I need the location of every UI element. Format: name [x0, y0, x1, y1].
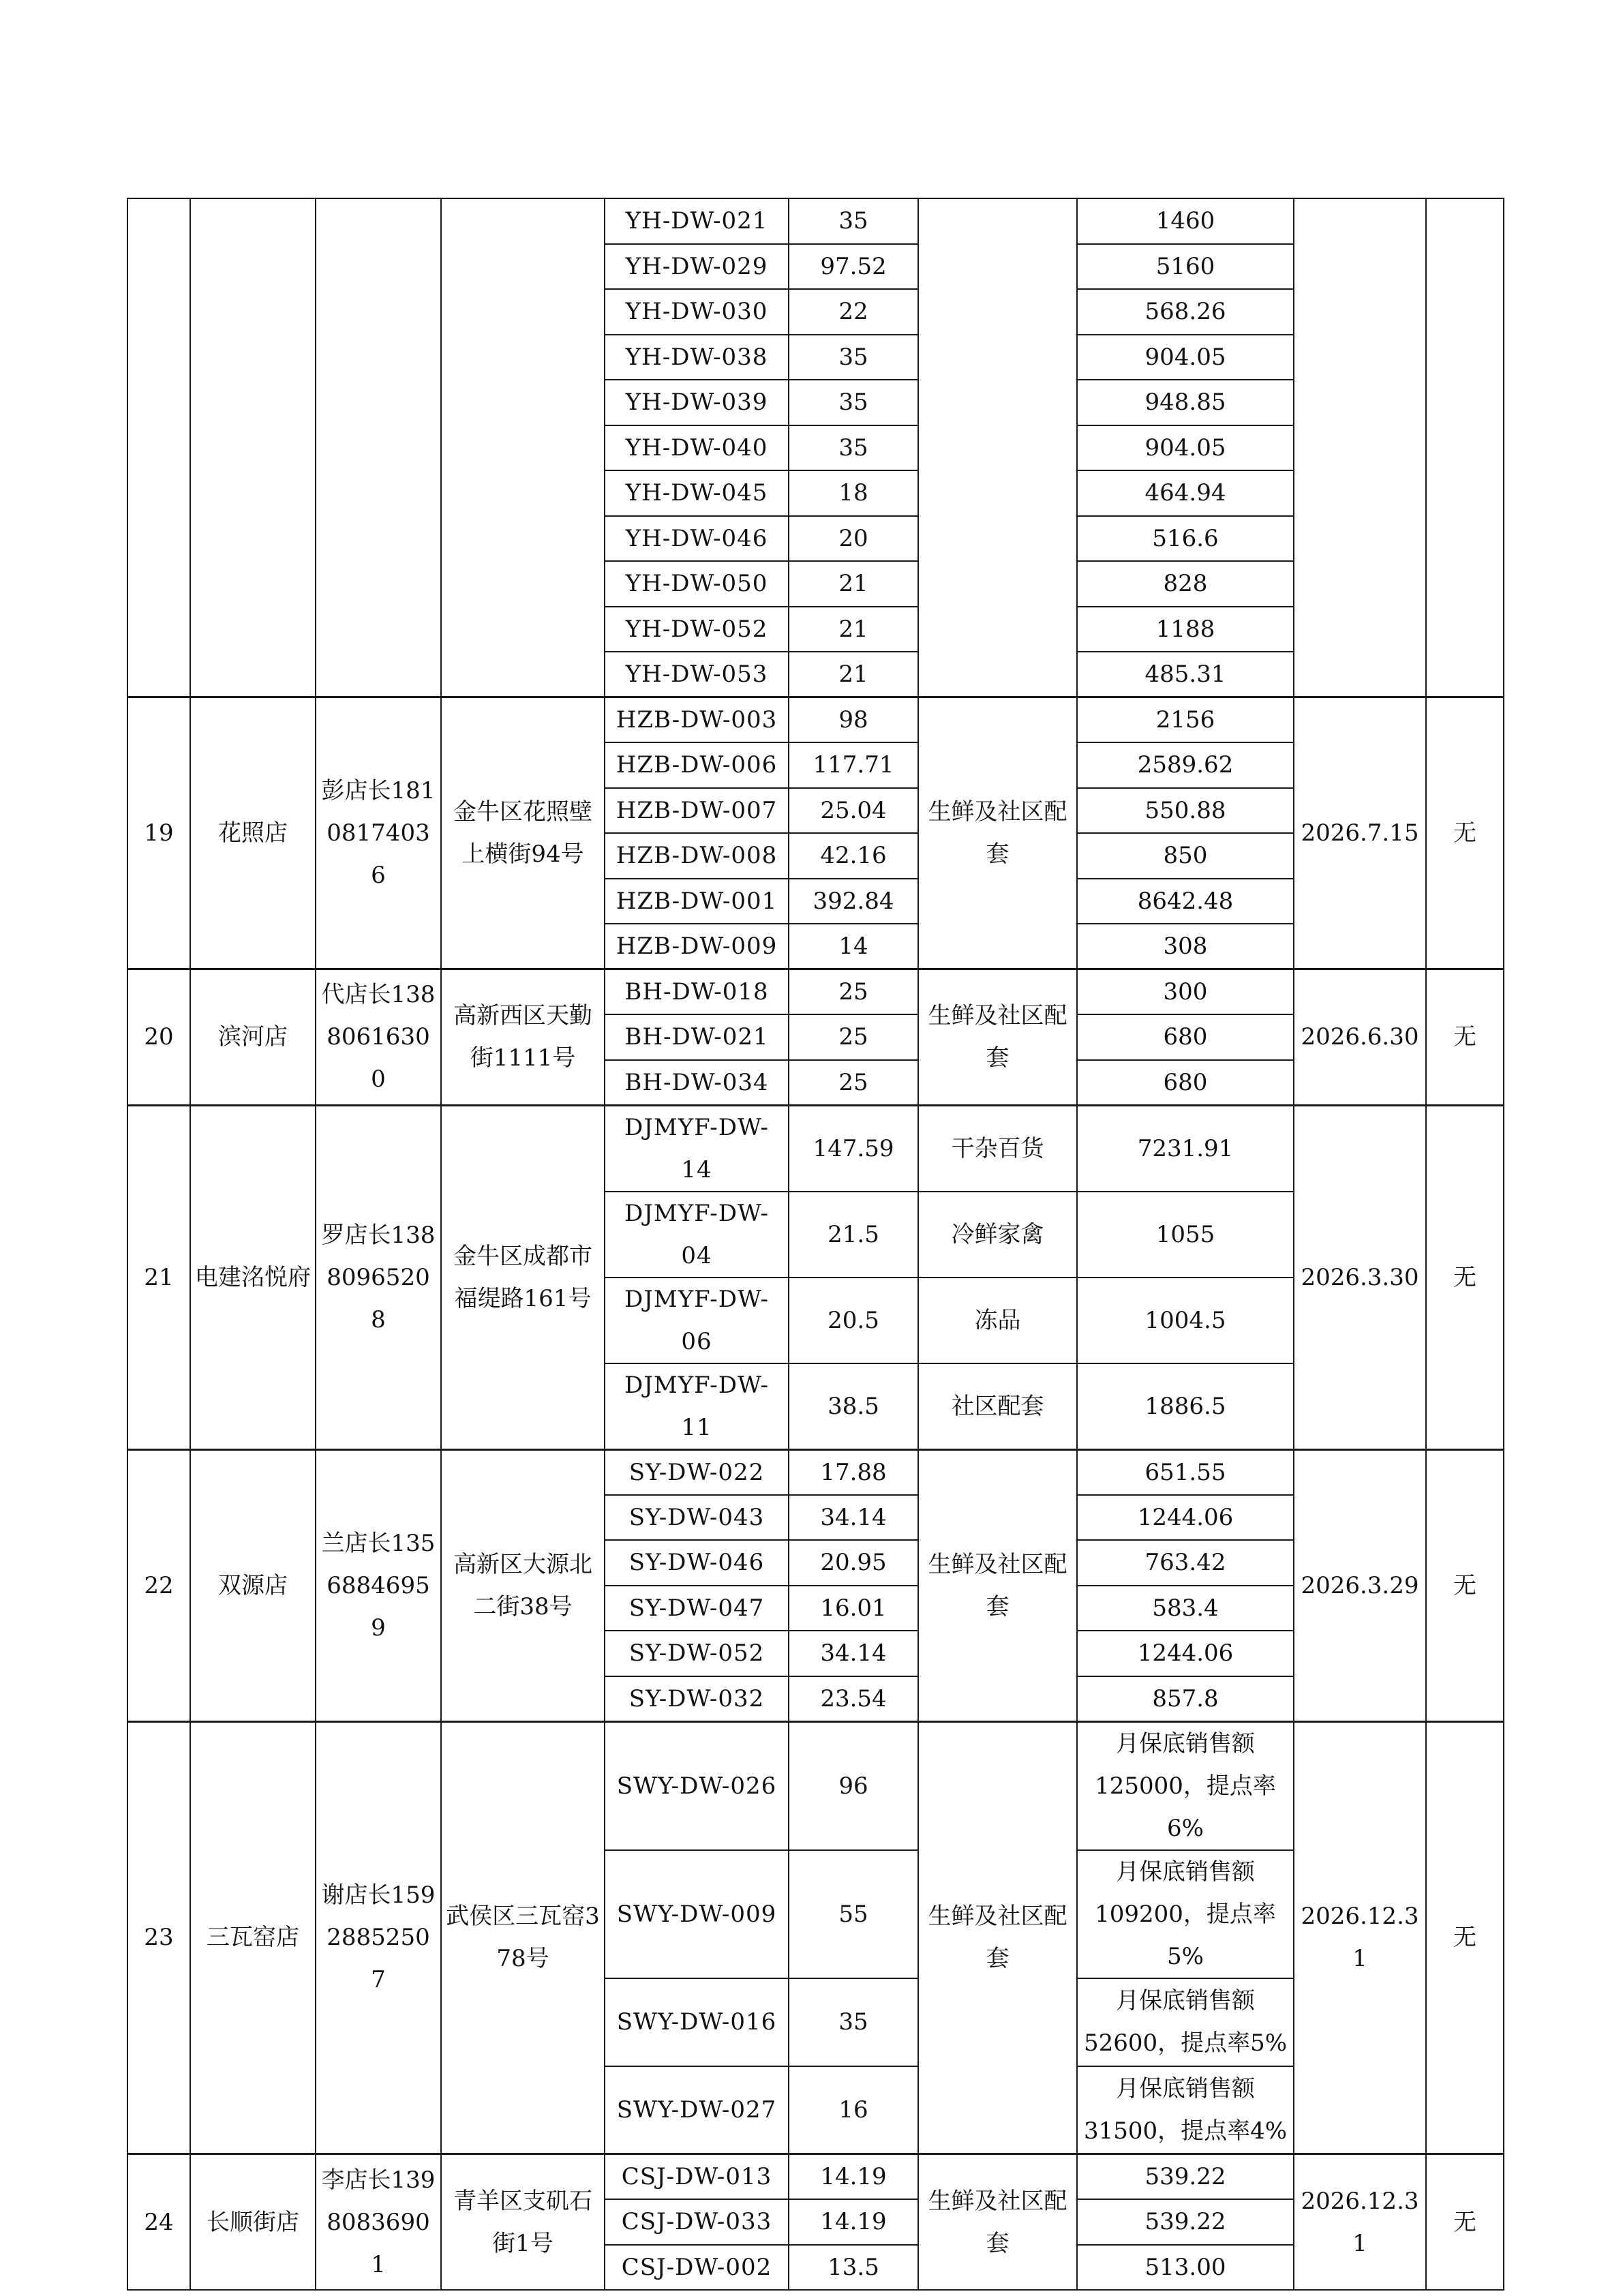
unit-area: 16.01 — [789, 1586, 918, 1631]
store-address: 青羊区支矶石街1号 — [441, 2154, 605, 2291]
unit-area: 35 — [789, 1978, 918, 2066]
unit-code: YH-DW-021 — [605, 198, 789, 244]
unit-rent: 308 — [1077, 924, 1294, 969]
unit-code: YH-DW-053 — [605, 652, 789, 697]
unit-area: 22 — [789, 289, 918, 335]
unit-rent: 5160 — [1077, 244, 1294, 290]
unit-code: HZB-DW-008 — [605, 833, 789, 879]
unit-rent: 7231.91 — [1077, 1105, 1294, 1192]
store-remark: 无 — [1426, 969, 1504, 1106]
store-contact: 罗店长13880965208 — [316, 1105, 441, 1449]
table-row — [127, 1721, 1504, 1850]
table-row — [127, 1449, 1504, 1495]
unit-rent: 月保底销售额31500，提点率4% — [1077, 2066, 1294, 2154]
unit-code: BH-DW-034 — [605, 1060, 789, 1106]
unit-rent: 1244.06 — [1077, 1631, 1294, 1676]
unit-area: 38.5 — [789, 1363, 918, 1450]
unit-rent: 1244.06 — [1077, 1495, 1294, 1541]
store-date: 2026.6.30 — [1294, 969, 1426, 1106]
cont-category-cell — [918, 198, 1077, 697]
unit-area: 392.84 — [789, 879, 918, 924]
store-contact: 李店长13980836901 — [316, 2154, 441, 2291]
store-category: 生鲜及社区配套 — [918, 1449, 1077, 1721]
unit-code: HZB-DW-006 — [605, 742, 789, 788]
unit-code: BH-DW-021 — [605, 1014, 789, 1060]
unit-rent: 1188 — [1077, 607, 1294, 652]
unit-area: 98 — [789, 697, 918, 743]
cont-remark-cell — [1426, 198, 1504, 697]
unit-area: 16 — [789, 2066, 918, 2154]
unit-area: 21 — [789, 652, 918, 697]
unit-rent: 1055 — [1077, 1192, 1294, 1278]
store-date: 2026.7.15 — [1294, 697, 1426, 969]
unit-code: SY-DW-032 — [605, 1676, 789, 1722]
store-lease-table — [127, 198, 1504, 2291]
store-contact: 代店长13880616300 — [316, 969, 441, 1106]
store-name: 双源店 — [190, 1449, 316, 1721]
store-no: 20 — [127, 969, 190, 1106]
store-remark: 无 — [1426, 1721, 1504, 2154]
store-address: 武侯区三瓦窑378号 — [441, 1721, 605, 2154]
unit-rent: 948.85 — [1077, 380, 1294, 425]
store-address: 金牛区花照壁上横街94号 — [441, 697, 605, 969]
unit-area: 18 — [789, 470, 918, 516]
unit-code: HZB-DW-001 — [605, 879, 789, 924]
unit-area: 147.59 — [789, 1105, 918, 1192]
unit-rent: 1460 — [1077, 198, 1294, 244]
unit-code: SY-DW-052 — [605, 1631, 789, 1676]
unit-code: SY-DW-043 — [605, 1495, 789, 1541]
unit-area: 96 — [789, 1721, 918, 1850]
store-address: 金牛区成都市福缇路161号 — [441, 1105, 605, 1449]
store-name: 电建洺悦府 — [190, 1105, 316, 1449]
unit-area: 35 — [789, 425, 918, 471]
unit-rent: 583.4 — [1077, 1586, 1294, 1631]
store-category: 生鲜及社区配套 — [918, 969, 1077, 1106]
table-row — [127, 1105, 1504, 1192]
store-remark: 无 — [1426, 2154, 1504, 2291]
store-no: 22 — [127, 1449, 190, 1721]
unit-code: SWY-DW-009 — [605, 1850, 789, 1978]
unit-area: 21 — [789, 561, 918, 607]
unit-category: 干杂百货 — [918, 1105, 1077, 1192]
unit-code: CSJ-DW-013 — [605, 2154, 789, 2200]
store-category: 生鲜及社区配套 — [918, 2154, 1077, 2291]
unit-rent: 1886.5 — [1077, 1363, 1294, 1450]
unit-rent: 857.8 — [1077, 1676, 1294, 1722]
cont-address-cell — [441, 198, 605, 697]
store-address: 高新区大源北二街38号 — [441, 1449, 605, 1721]
store-category: 生鲜及社区配套 — [918, 697, 1077, 969]
unit-area: 25 — [789, 1014, 918, 1060]
unit-rent: 485.31 — [1077, 652, 1294, 697]
unit-rent: 850 — [1077, 833, 1294, 879]
unit-code: SWY-DW-026 — [605, 1721, 789, 1850]
unit-rent: 1004.5 — [1077, 1278, 1294, 1363]
unit-rent: 680 — [1077, 1014, 1294, 1060]
unit-rent: 539.22 — [1077, 2154, 1294, 2200]
unit-rent: 月保底销售额125000，提点率6% — [1077, 1721, 1294, 1850]
unit-rent: 月保底销售额52600，提点率5% — [1077, 1978, 1294, 2066]
unit-area: 20.5 — [789, 1278, 918, 1363]
store-name: 长顺街店 — [190, 2154, 316, 2291]
table-row — [127, 2154, 1504, 2200]
unit-rent: 904.05 — [1077, 425, 1294, 471]
unit-area: 14.19 — [789, 2199, 918, 2245]
unit-area: 35 — [789, 198, 918, 244]
unit-category: 冷鲜家禽 — [918, 1192, 1077, 1278]
unit-rent: 513.00 — [1077, 2245, 1294, 2291]
store-date: 2026.3.29 — [1294, 1449, 1426, 1721]
unit-area: 20.95 — [789, 1540, 918, 1586]
table-row — [127, 969, 1504, 1015]
unit-area: 23.54 — [789, 1676, 918, 1722]
store-name: 滨河店 — [190, 969, 316, 1106]
store-no: 23 — [127, 1721, 190, 2154]
unit-code: SWY-DW-027 — [605, 2066, 789, 2154]
unit-code: DJMYF-DW-11 — [605, 1363, 789, 1450]
unit-area: 25 — [789, 1060, 918, 1106]
store-no: 24 — [127, 2154, 190, 2291]
unit-area: 34.14 — [789, 1631, 918, 1676]
unit-area: 17.88 — [789, 1449, 918, 1495]
unit-code: YH-DW-030 — [605, 289, 789, 335]
unit-area: 14 — [789, 924, 918, 969]
unit-area: 42.16 — [789, 833, 918, 879]
unit-rent: 550.88 — [1077, 788, 1294, 834]
store-no: 21 — [127, 1105, 190, 1449]
unit-code: YH-DW-052 — [605, 607, 789, 652]
unit-area: 97.52 — [789, 244, 918, 290]
unit-code: YH-DW-038 — [605, 335, 789, 380]
unit-code: CSJ-DW-002 — [605, 2245, 789, 2291]
unit-code: YH-DW-039 — [605, 380, 789, 425]
unit-code: DJMYF-DW-06 — [605, 1278, 789, 1363]
unit-rent: 464.94 — [1077, 470, 1294, 516]
unit-code: SY-DW-047 — [605, 1586, 789, 1631]
table-row — [127, 697, 1504, 743]
unit-code: BH-DW-018 — [605, 969, 789, 1015]
unit-category: 冻品 — [918, 1278, 1077, 1363]
unit-code: YH-DW-045 — [605, 470, 789, 516]
unit-area: 35 — [789, 380, 918, 425]
unit-area: 14.19 — [789, 2154, 918, 2200]
unit-rent: 904.05 — [1077, 335, 1294, 380]
unit-area: 21.5 — [789, 1192, 918, 1278]
unit-rent: 763.42 — [1077, 1540, 1294, 1586]
unit-rent: 2156 — [1077, 697, 1294, 743]
store-date: 2026.12.31 — [1294, 1721, 1426, 2154]
unit-rent: 828 — [1077, 561, 1294, 607]
unit-category: 社区配套 — [918, 1363, 1077, 1450]
store-category: 生鲜及社区配套 — [918, 1721, 1077, 2154]
unit-rent: 月保底销售额109200，提点率5% — [1077, 1850, 1294, 1978]
unit-rent: 516.6 — [1077, 516, 1294, 562]
unit-rent: 651.55 — [1077, 1449, 1294, 1495]
unit-code: YH-DW-050 — [605, 561, 789, 607]
store-contact: 彭店长18108174036 — [316, 697, 441, 969]
store-no: 19 — [127, 697, 190, 969]
store-contact: 谢店长15928852507 — [316, 1721, 441, 2154]
unit-area: 20 — [789, 516, 918, 562]
unit-code: SWY-DW-016 — [605, 1978, 789, 2066]
unit-code: DJMYF-DW-04 — [605, 1192, 789, 1278]
cont-contact-cell — [316, 198, 441, 697]
unit-area: 35 — [789, 335, 918, 380]
unit-area: 21 — [789, 607, 918, 652]
table-row — [127, 198, 1504, 244]
cont-name-cell — [190, 198, 316, 697]
unit-area: 55 — [789, 1850, 918, 1978]
unit-rent: 8642.48 — [1077, 879, 1294, 924]
unit-code: HZB-DW-009 — [605, 924, 789, 969]
unit-rent: 2589.62 — [1077, 742, 1294, 788]
unit-area: 13.5 — [789, 2245, 918, 2291]
store-remark: 无 — [1426, 697, 1504, 969]
unit-code: DJMYF-DW-14 — [605, 1105, 789, 1192]
unit-rent: 300 — [1077, 969, 1294, 1015]
unit-code: SY-DW-046 — [605, 1540, 789, 1586]
store-date: 2026.12.31 — [1294, 2154, 1426, 2291]
store-date: 2026.3.30 — [1294, 1105, 1426, 1449]
unit-code: YH-DW-029 — [605, 244, 789, 290]
unit-area: 34.14 — [789, 1495, 918, 1541]
unit-code: HZB-DW-007 — [605, 788, 789, 834]
unit-code: HZB-DW-003 — [605, 697, 789, 743]
unit-code: YH-DW-046 — [605, 516, 789, 562]
unit-rent: 539.22 — [1077, 2199, 1294, 2245]
unit-area: 25 — [789, 969, 918, 1015]
store-name: 花照店 — [190, 697, 316, 969]
store-contact: 兰店长13568846959 — [316, 1449, 441, 1721]
unit-area: 25.04 — [789, 788, 918, 834]
unit-code: SY-DW-022 — [605, 1449, 789, 1495]
store-remark: 无 — [1426, 1449, 1504, 1721]
store-address: 高新西区天勤街1111号 — [441, 969, 605, 1106]
store-remark: 无 — [1426, 1105, 1504, 1449]
unit-code: CSJ-DW-033 — [605, 2199, 789, 2245]
cont-date-cell — [1294, 198, 1426, 697]
unit-rent: 568.26 — [1077, 289, 1294, 335]
cont-no-cell — [127, 198, 190, 697]
unit-area: 117.71 — [789, 742, 918, 788]
unit-rent: 680 — [1077, 1060, 1294, 1106]
unit-code: YH-DW-040 — [605, 425, 789, 471]
store-name: 三瓦窑店 — [190, 1721, 316, 2154]
